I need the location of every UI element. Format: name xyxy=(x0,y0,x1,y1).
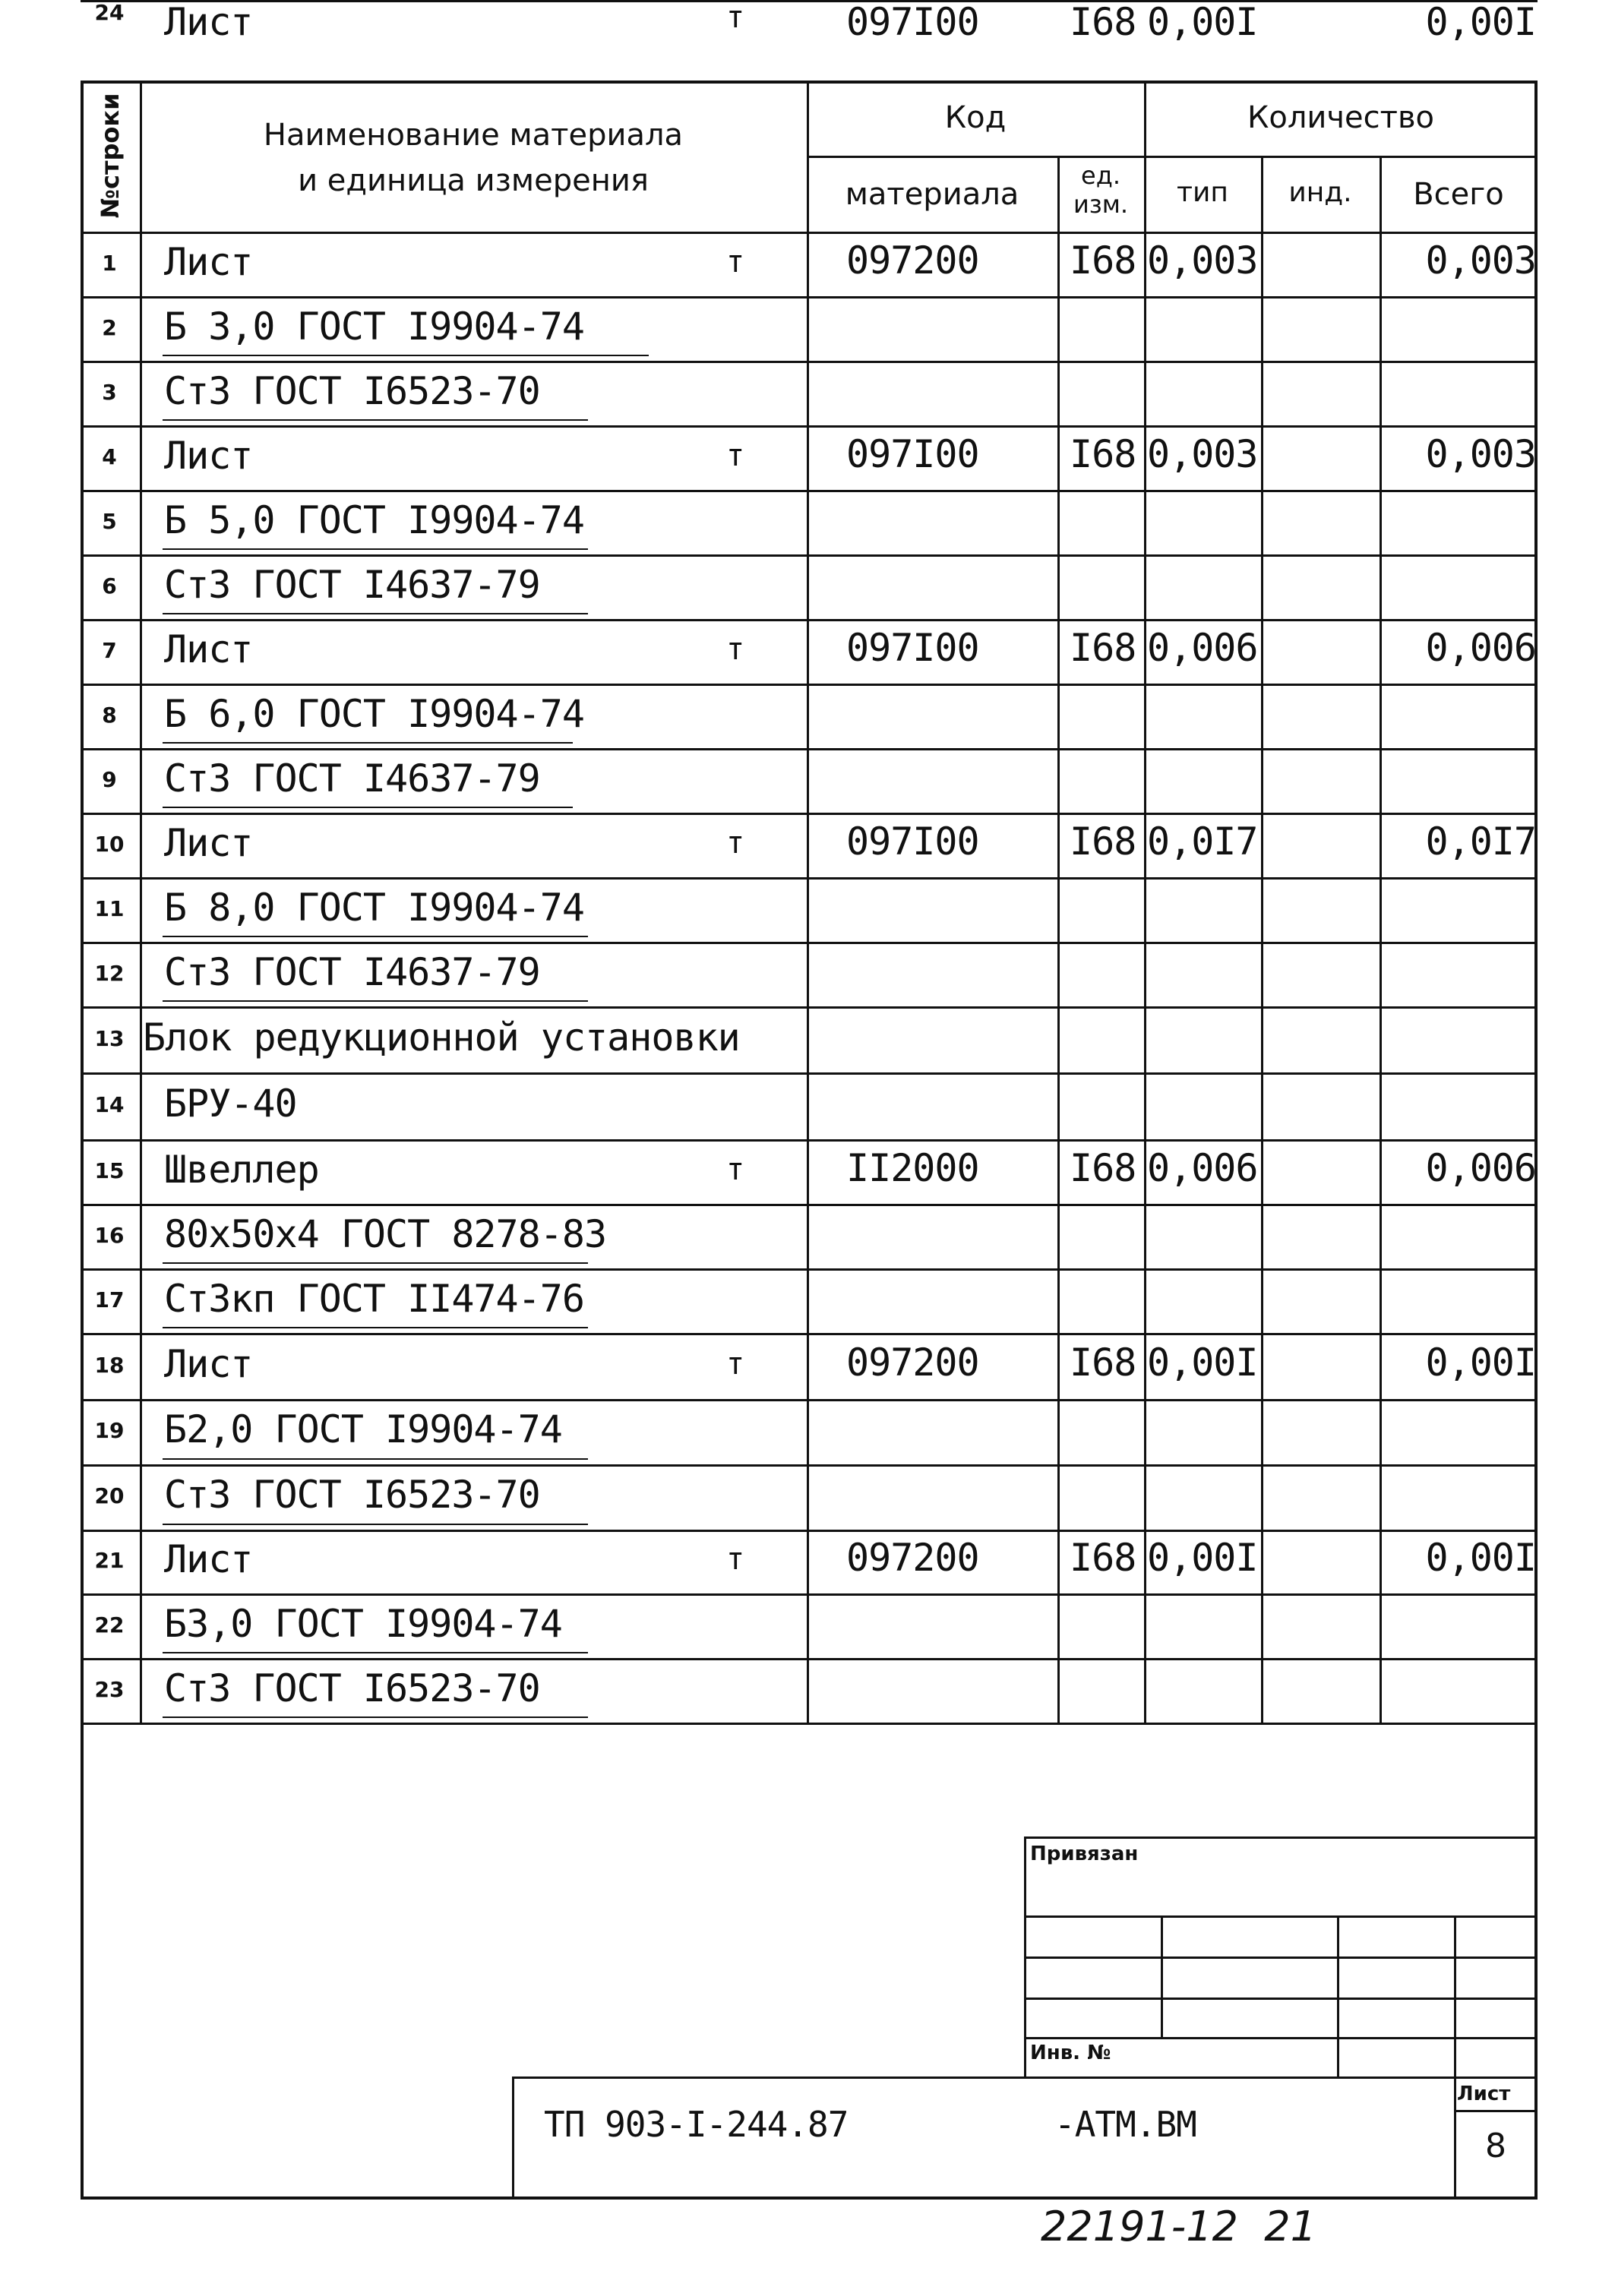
row-number: 7 xyxy=(102,637,117,663)
header-bottom-line xyxy=(81,232,1538,234)
row-divider xyxy=(81,296,1538,298)
row-name: Б 5,0 ГОСТ I9904-74 xyxy=(164,497,584,542)
row-divider xyxy=(81,1268,1538,1271)
row-number: 23 xyxy=(94,1676,125,1702)
name-underline xyxy=(163,1262,588,1264)
row-number: 3 xyxy=(102,379,117,405)
name-underline xyxy=(163,1458,588,1460)
row-unit-code: I68 xyxy=(1070,1536,1136,1580)
row-number: 4 xyxy=(102,444,117,469)
row-material-code: 097I00 xyxy=(846,0,979,44)
row-number: 6 xyxy=(102,573,117,598)
row-material-code: 097200 xyxy=(846,1536,979,1580)
doc-suffix: -АТМ.ВМ xyxy=(1054,2104,1196,2145)
row-qty-typ: 0,003 xyxy=(1147,238,1258,283)
row-name: Лист xyxy=(164,433,253,478)
row-qty-typ: 0,006 xyxy=(1147,625,1258,670)
row-number: 13 xyxy=(94,1025,125,1051)
row-name: БРУ-40 xyxy=(164,1082,297,1126)
stamp-line-b xyxy=(1024,1956,1538,1959)
row-name: Лист xyxy=(164,820,253,865)
row-name: Лист xyxy=(164,1341,253,1386)
sheet-label: Лист xyxy=(1457,2083,1511,2105)
stamp-line-a xyxy=(1024,1915,1538,1918)
row-material-code: 097200 xyxy=(846,238,979,283)
row-qty-typ: 0,006 xyxy=(1147,1145,1258,1190)
row-divider xyxy=(81,748,1538,750)
row-name: Швеллер xyxy=(164,1147,319,1192)
name-underline xyxy=(163,1716,588,1718)
row-qty-typ: 0,00I xyxy=(1147,1340,1258,1385)
col-line-5 xyxy=(1261,156,1263,1724)
row-number: 20 xyxy=(94,1483,125,1508)
header-unit-line1: ед. xyxy=(1081,161,1120,190)
row-divider xyxy=(81,1333,1538,1335)
row-qty-total: 0,0I7 xyxy=(1425,819,1536,864)
row-unit-code: I68 xyxy=(1070,431,1136,476)
header-mid-line xyxy=(807,156,1538,158)
row-qty-typ: 0,00I xyxy=(1147,0,1258,44)
col-line-3 xyxy=(1057,156,1060,1724)
row-unit: т xyxy=(726,825,744,861)
row-name: Ст3 ГОСТ I4637-79 xyxy=(164,562,540,607)
row-name: Лист xyxy=(164,627,253,671)
row-material-code: 097I00 xyxy=(846,625,979,670)
row-name: Лист xyxy=(164,1537,253,1581)
header-material: материала xyxy=(845,177,1019,212)
row-qty-typ: 0,003 xyxy=(1147,431,1258,476)
row-divider xyxy=(81,1593,1538,1596)
row-divider xyxy=(81,0,1538,2)
header-typ: тип xyxy=(1177,177,1228,208)
stamp-col-b xyxy=(1337,1915,1339,2077)
row-name: Блок редукционной установки xyxy=(143,1015,740,1060)
row-number: 16 xyxy=(94,1222,125,1248)
row-number: 12 xyxy=(94,960,125,986)
row-name: Ст3 ГОСТ I4637-79 xyxy=(164,949,540,994)
sheet-number: 8 xyxy=(1485,2127,1506,2165)
row-qty-total: 0,006 xyxy=(1425,1145,1536,1190)
name-underline xyxy=(163,355,649,356)
row-unit: т xyxy=(726,0,744,35)
row-name: Б 3,0 ГОСТ I9904-74 xyxy=(164,304,584,349)
stamp-inv-label: Инв. № xyxy=(1030,2042,1111,2064)
row-material-code: II2000 xyxy=(846,1145,979,1190)
name-underline xyxy=(163,1652,588,1653)
row-unit: т xyxy=(726,244,744,279)
row-material-code: 097200 xyxy=(846,1340,979,1385)
sheet-label-line xyxy=(1454,2110,1538,2112)
row-name: Б 6,0 ГОСТ I9904-74 xyxy=(164,691,584,736)
row-divider xyxy=(81,1464,1538,1467)
col-line-4 xyxy=(1144,81,1146,1724)
row-name: 80х50х4 ГОСТ 8278-83 xyxy=(164,1211,607,1256)
row-qty-total: 0,003 xyxy=(1425,238,1536,283)
row-material-code: 097I00 xyxy=(846,431,979,476)
stamp-line-d xyxy=(1024,2037,1538,2039)
row-name: Ст3 ГОСТ I4637-79 xyxy=(164,756,540,801)
row-divider xyxy=(81,813,1538,815)
name-underline xyxy=(163,613,588,614)
row-unit-code: I68 xyxy=(1070,0,1136,44)
row-qty-total: 0,00I xyxy=(1425,1340,1536,1385)
header-total: Всего xyxy=(1413,177,1504,212)
row-divider xyxy=(81,1139,1538,1142)
row-unit: т xyxy=(726,437,744,473)
row-unit: т xyxy=(726,1346,744,1382)
row-name: Ст3кп ГОСТ II474-76 xyxy=(164,1276,584,1321)
row-number: 8 xyxy=(102,702,117,728)
row-qty-total: 0,006 xyxy=(1425,625,1536,670)
row-divider xyxy=(81,425,1538,428)
row-name: Б 8,0 ГОСТ I9904-74 xyxy=(164,885,584,930)
row-number: 17 xyxy=(94,1287,125,1312)
name-underline xyxy=(163,419,588,421)
col-line-6 xyxy=(1380,156,1382,1724)
row-unit: т xyxy=(726,1542,744,1577)
row-divider xyxy=(81,1530,1538,1532)
stamp-line-c xyxy=(1024,1998,1538,2000)
row-number: 14 xyxy=(94,1092,125,1117)
row-name: Лист xyxy=(164,0,253,44)
row-name: Б2,0 ГОСТ I9904-74 xyxy=(164,1407,562,1451)
name-underline xyxy=(163,1524,588,1525)
row-divider xyxy=(81,1006,1538,1009)
row-unit-code: I68 xyxy=(1070,1145,1136,1190)
row-number: 2 xyxy=(102,314,117,340)
row-unit: т xyxy=(726,1151,744,1187)
name-underline xyxy=(163,1327,588,1328)
row-divider xyxy=(81,877,1538,880)
row-number: 11 xyxy=(94,895,125,921)
row-unit-code: I68 xyxy=(1070,819,1136,864)
row-divider xyxy=(81,684,1538,686)
header-quantity: Количество xyxy=(1247,100,1434,135)
row-unit-code: I68 xyxy=(1070,625,1136,670)
row-name: Б3,0 ГОСТ I9904-74 xyxy=(164,1601,562,1646)
row-qty-total: 0,00I xyxy=(1425,1536,1536,1580)
row-divider xyxy=(81,942,1538,944)
designation-left-line xyxy=(512,2077,514,2200)
row-number: 24 xyxy=(94,0,125,25)
name-underline xyxy=(163,1000,588,1002)
row-number: 9 xyxy=(102,766,117,792)
row-unit: т xyxy=(726,631,744,667)
name-underline xyxy=(163,807,573,808)
handwritten-note: 22191-12 21 xyxy=(1041,2203,1317,2250)
row-name: Лист xyxy=(164,239,253,284)
row-number: 18 xyxy=(94,1352,125,1378)
header-unit-line2: изм. xyxy=(1073,190,1129,219)
row-unit-code: I68 xyxy=(1070,238,1136,283)
row-name: Ст3 ГОСТ I6523-70 xyxy=(164,1473,540,1517)
row-unit-code: I68 xyxy=(1070,1340,1136,1385)
row-number: 21 xyxy=(94,1548,125,1573)
row-qty-typ: 0,0I7 xyxy=(1147,819,1258,864)
doc-code: ТП 903-I-244.87 xyxy=(544,2104,849,2145)
row-number: 15 xyxy=(94,1157,125,1183)
row-divider xyxy=(81,1072,1538,1075)
row-divider xyxy=(81,1399,1538,1401)
stamp-col-a xyxy=(1161,1915,1163,2037)
col-line-2 xyxy=(807,81,809,1724)
row-name: Ст3 ГОСТ I6523-70 xyxy=(164,1666,540,1710)
row-number: 19 xyxy=(94,1418,125,1443)
stamp-top-line xyxy=(1024,1836,1538,1839)
header-ind: инд. xyxy=(1288,177,1352,208)
row-number: 5 xyxy=(102,508,117,534)
row-divider xyxy=(81,1204,1538,1206)
stamp-tied-label: Привязан xyxy=(1030,1843,1139,1865)
row-name: Ст3 ГОСТ I6523-70 xyxy=(164,368,540,413)
name-underline xyxy=(163,936,588,937)
row-divider xyxy=(81,490,1538,492)
row-number: 22 xyxy=(94,1612,125,1638)
header-name-line1: Наименование материала xyxy=(263,118,684,153)
row-number: 1 xyxy=(102,250,117,276)
header-code: Код xyxy=(944,100,1007,135)
row-qty-total: 0,003 xyxy=(1425,431,1536,476)
row-qty-typ: 0,00I xyxy=(1147,1536,1258,1580)
header-name-line2: и единица измерения xyxy=(298,163,649,198)
row-divider xyxy=(81,554,1538,557)
table-bottom-line xyxy=(81,1723,1538,1725)
designation-top-line xyxy=(512,2077,1538,2079)
row-qty-total: 0,00I xyxy=(1425,0,1536,44)
header-row-no: №строки xyxy=(96,93,125,219)
row-number: 10 xyxy=(94,831,125,857)
name-underline xyxy=(163,548,588,550)
name-underline xyxy=(163,742,573,744)
row-divider xyxy=(81,361,1538,363)
row-divider xyxy=(81,619,1538,621)
row-material-code: 097I00 xyxy=(846,819,979,864)
row-divider xyxy=(81,1658,1538,1660)
col-line-1 xyxy=(140,81,142,1724)
